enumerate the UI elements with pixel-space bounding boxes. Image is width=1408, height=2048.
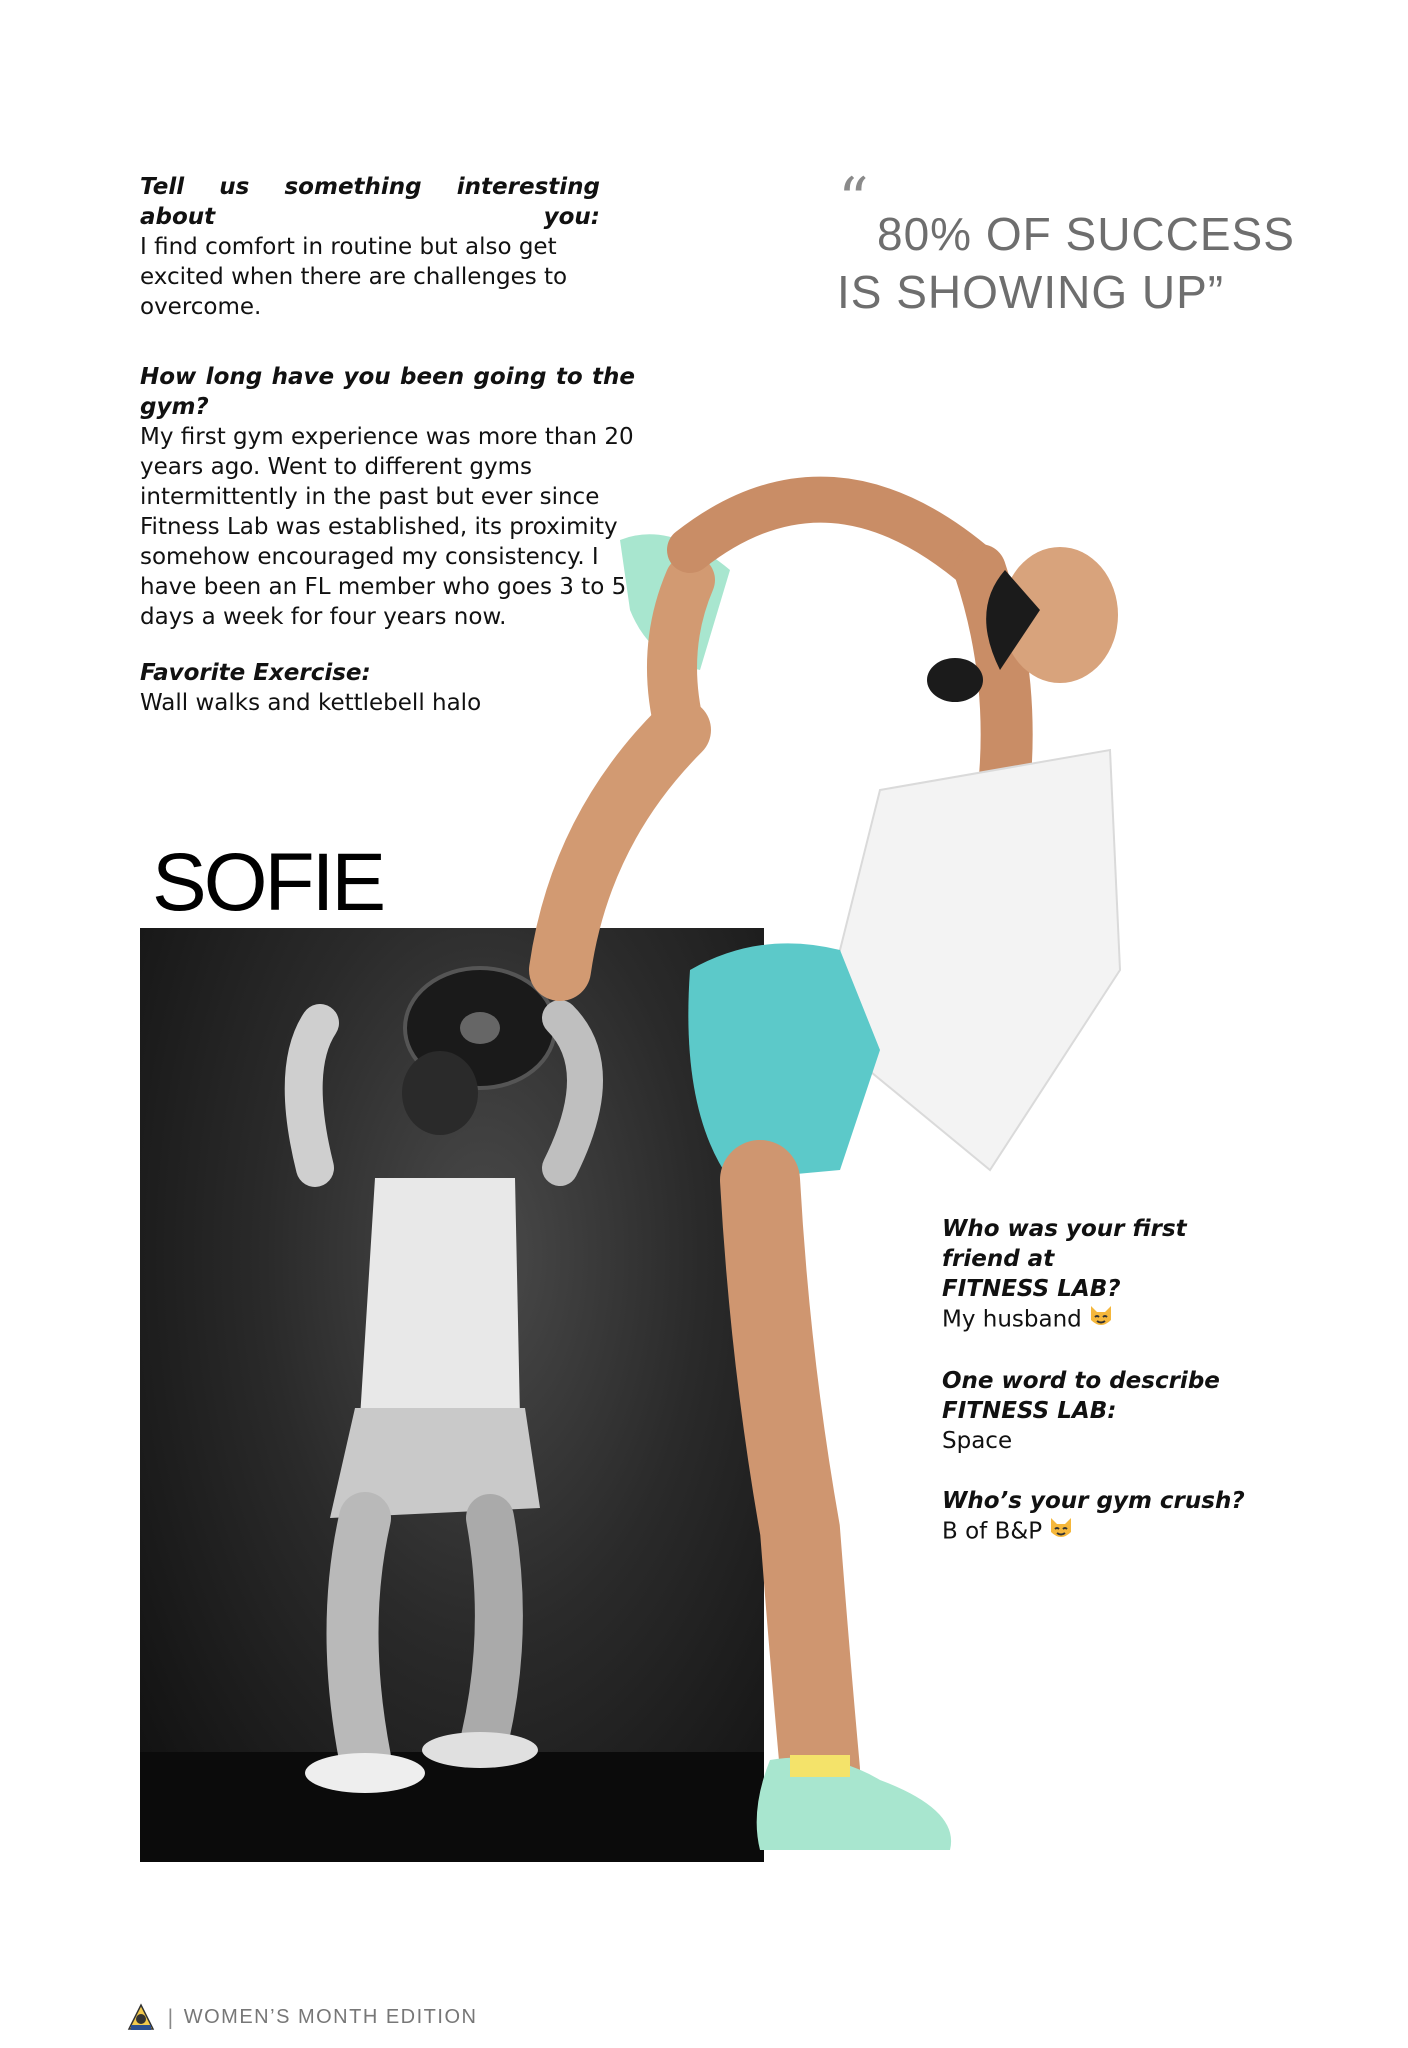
answer-first-friend-text: My husband — [942, 1306, 1082, 1333]
answer-first-friend — [942, 1304, 1282, 1336]
question-gym-crush: Who’s your gym crush? — [942, 1488, 1245, 1514]
question-one-word-line-2: FITNESS LAB: — [942, 1398, 1117, 1424]
smiling-cat-emoji-icon — [1048, 1516, 1074, 1548]
page-footer — [125, 2000, 477, 2034]
question-gym-duration: How long have you been going to the gym? — [140, 364, 635, 420]
answer-gym-crush — [942, 1516, 1282, 1548]
footer-separator: | — [167, 2005, 174, 2029]
fitness-lab-logo-icon — [125, 2001, 157, 2033]
open-quote-icon: “ — [838, 165, 869, 235]
answer-favorite-exercise: Wall walks and kettlebell halo — [140, 690, 482, 716]
smiling-cat-emoji-icon — [1088, 1304, 1114, 1336]
right-qa-column — [942, 1214, 1282, 1548]
question-first-friend-line-3: FITNESS LAB? — [942, 1276, 1121, 1302]
pull-quote — [837, 205, 1295, 321]
quote-line-2: IS SHOWING UP” — [837, 266, 1225, 318]
question-favorite-exercise: Favorite Exercise: — [140, 660, 371, 686]
answer-one-word: Space — [942, 1428, 1013, 1454]
question-first-friend-line-2: friend at — [942, 1246, 1055, 1272]
footer-edition: WOMEN’S MONTH EDITION — [183, 2005, 478, 2028]
color-figure-illustration — [500, 410, 1160, 1890]
answer-gym-duration: My first gym experience was more than 20 years ago. Went to different gyms intermittently in the past but ever since Fitness Lab was established, its proximity somehow encouraged my consistency. I have been an FL member who goes 3 to 5 days a week for four years now. — [140, 424, 634, 630]
standing-bow-pose-photo — [500, 410, 1160, 1890]
question-one-word-line-1: One word to describe — [942, 1368, 1220, 1394]
member-name: SOFIE — [152, 837, 384, 928]
answer-interesting: I find comfort in routine but also get excited when there are challenges to overcome. — [140, 234, 568, 320]
qa-interesting — [140, 172, 600, 322]
answer-gym-crush-text: B of B&P — [942, 1518, 1043, 1545]
quote-line-1: 80% OF SUCCESS — [877, 208, 1295, 260]
question-first-friend-line-1: Who was your first — [942, 1216, 1187, 1242]
question-interesting: Tell us something interesting about you: — [140, 174, 600, 230]
